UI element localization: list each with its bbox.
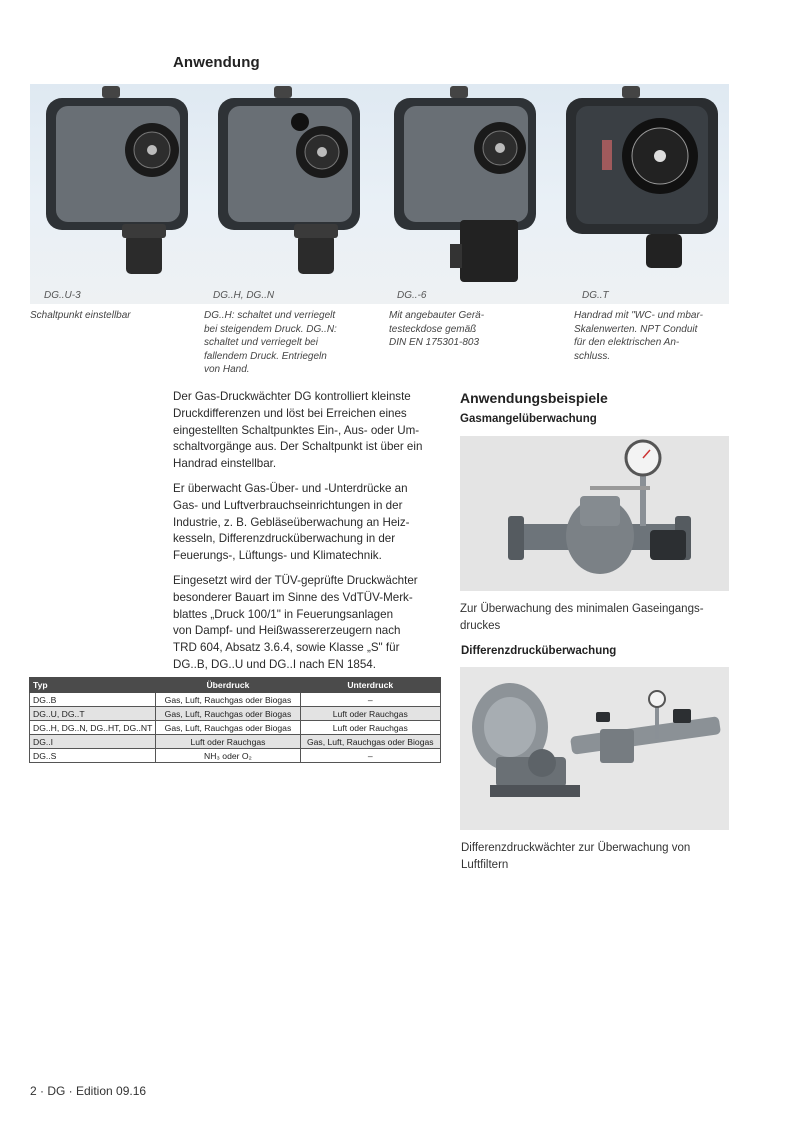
- table-row: DG..S NH₃ oder O₂ –: [30, 749, 441, 763]
- device-caption: Schaltpunkt einstellbar: [30, 310, 131, 321]
- example-heading: Gasmangelüberwachung: [460, 413, 597, 425]
- example-caption: Differenzdruckwächter zur Überwachung von Luftfiltern: [461, 842, 691, 871]
- device-photo-dg-u3: [42, 84, 192, 284]
- table-row: DG..I Luft oder Rauchgas Gas, Luft, Rauchgas oder Biogas: [30, 735, 441, 749]
- paragraph: Der Gas-Druckwächter DG kontrolliert kleinste Druckdifferenzen und löst bei Erreichen eines eingestellten Schaltpunktes Ein-, Aus- oder Um- schaltvorgänge aus. Der Schaltpunkt ist über ein Handrad einstellbar.: [173, 390, 423, 471]
- paragraph: Er überwacht Gas-Über- und -Unterdrücke an Gas- und Luftverbrauchseinrichtungen in der Industrie, z. B. Gebläseüberwachung an Heiz- kesseln, Differenzdrucküberwachung in der Feuerungs-, Lüftungs- und Klimatechnik.: [173, 481, 410, 563]
- paragraph: Eingesetzt wird der TÜV-geprüfte Druckwächter besonderer Bauart im Sinne des VdTÜV-Merk- blattes „Druck 100/1" in Feuerungsanlagen von Dampf- und Heißwassererzeugern nach TRD 604, Absatz 3.6.4, sowie Klasse „S" für DG..B, DG..U und DG..I nach EN 1854.: [173, 573, 418, 671]
- table-row: DG..B Gas, Luft, Rauchgas oder Biogas –: [30, 693, 441, 707]
- table-row: DG..U, DG..T Gas, Luft, Rauchgas oder Biogas Luft oder Rauchgas: [30, 707, 441, 721]
- device-caption: Mit angebauter Gerä- testeckdose gemäß DIN EN 175301-803: [389, 310, 485, 348]
- pressure-type-table: [29, 677, 441, 763]
- device-name: DG..T: [582, 290, 609, 301]
- section-title: Anwendung: [173, 54, 260, 71]
- column-header: Überdruck: [156, 678, 300, 693]
- example-caption: Zur Überwachung des minimalen Gaseingangs- druckes: [460, 603, 704, 632]
- device-caption: Handrad mit "WC- und mbar- Skalenwerten. NPT Conduit für den elektrischen An- schluss.: [574, 310, 703, 362]
- examples-title: Anwendungsbeispiele: [460, 390, 608, 406]
- device-name: DG..-6: [397, 290, 427, 301]
- table-row: DG..H, DG..N, DG..HT, DG..NT Gas, Luft, Rauchgas oder Biogas Luft oder Rauchgas: [30, 721, 441, 735]
- device-photo-dg-6: [390, 84, 540, 284]
- example-heading: Differenzdrucküberwachung: [461, 645, 617, 657]
- device-name: DG..U-3: [44, 290, 81, 301]
- example-photo-differential-pressure: [460, 667, 729, 830]
- example-photo-gas-supply: [460, 436, 729, 591]
- device-photo-dg-h-n: [214, 84, 364, 284]
- page-footer: 2 · DG · Edition 09.16: [30, 1084, 147, 1098]
- table-header-row: [30, 678, 441, 693]
- device-photo-dg-t: [562, 84, 722, 284]
- column-header: Unterdruck: [300, 678, 440, 693]
- column-header: Typ: [30, 678, 156, 693]
- device-name: DG..H, DG..N: [213, 290, 275, 301]
- body-text: [173, 389, 445, 682]
- device-caption: DG..H: schaltet und verriegelt bei steigendem Druck. DG..N: schaltet und verriegelt bei fallendem Druck. Entriegeln von Hand.: [204, 310, 337, 375]
- product-photo-strip: [30, 84, 729, 304]
